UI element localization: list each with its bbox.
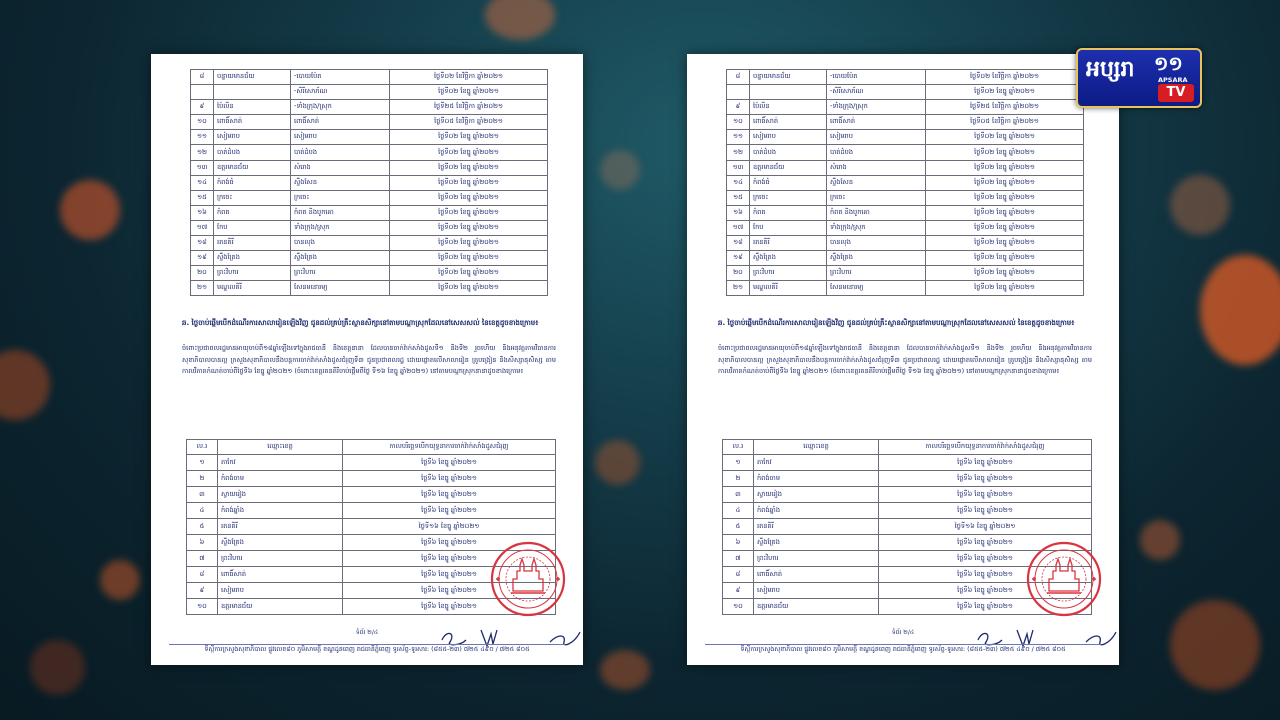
- cell-date: ថ្ងៃទី០២ ខែធ្នូ ឆ្នាំ២០២១: [926, 175, 1084, 190]
- cell-district: ពោធិ៍សាត់: [827, 115, 926, 130]
- cell-province: កំពត: [214, 205, 291, 220]
- cell-district: សែនមនោរម្យ: [827, 281, 926, 296]
- cell-district: សៀមរាប: [291, 130, 390, 145]
- cell-date: ថ្ងៃទី០២ ខែធ្នូ ឆ្នាំ២០២១: [390, 220, 548, 235]
- cell-province: កែប: [214, 220, 291, 235]
- cell-date: ថ្ងៃទី៦ ខែធ្នូ ឆ្នាំ២០២១: [343, 535, 556, 551]
- column-header-no: ល.រ: [187, 440, 218, 455]
- cell-province: សៀមរាប: [750, 130, 827, 145]
- table-row: [727, 266, 1084, 281]
- cell-province: ស្ទឹងត្រែង: [218, 535, 343, 551]
- cell-date: ថ្ងៃទី០៥ ខែវិច្ឆិកា ឆ្នាំ២០២១: [926, 115, 1084, 130]
- cell-number: ១៣: [191, 160, 214, 175]
- table-row: [191, 115, 548, 130]
- cell-district: ទាំងក្រុង/ស្រុក: [827, 220, 926, 235]
- cell-district: -ទាំងក្រុង/ស្រុក: [291, 100, 390, 115]
- cell-province: ព្រះវិហារ: [214, 266, 291, 281]
- table-row: [191, 175, 548, 190]
- cell-date: ថ្ងៃទី០២ ខែធ្នូ ឆ្នាំ២០២១: [926, 85, 1084, 100]
- cell-number: ៦: [723, 535, 754, 551]
- table-row: [191, 160, 548, 175]
- cell-date: ថ្ងៃទី០២ ខែធ្នូ ឆ្នាំ២០២១: [390, 236, 548, 251]
- cell-province: ស្វាយរៀង: [218, 487, 343, 503]
- cell-district: បានលុង: [827, 236, 926, 251]
- cell-district: ស្ទឹងត្រែង: [827, 251, 926, 266]
- table-row: [727, 281, 1084, 296]
- cell-district: សំរោង: [827, 160, 926, 175]
- cell-district: ស្ទឹងសែន: [827, 175, 926, 190]
- cell-province: តាកែវ: [754, 455, 879, 471]
- logo-latin-name: APSARA: [1158, 76, 1188, 84]
- cell-date: ថ្ងៃទី៦ ខែធ្នូ ឆ្នាំ២០២១: [343, 551, 556, 567]
- table-row: [727, 100, 1084, 115]
- logo-khmer-name: អប្សរា: [1086, 57, 1135, 82]
- cell-number: ១០: [723, 599, 754, 615]
- cell-province: រតនគិរី: [214, 236, 291, 251]
- cell-province: រតនគិរី: [754, 519, 879, 535]
- cell-province: ពោធិ៍សាត់: [218, 567, 343, 583]
- cell-number: ១០: [727, 115, 750, 130]
- cell-date: ថ្ងៃទី០២ ខែវិច្ឆិកា ឆ្នាំ២០២១: [390, 70, 548, 85]
- cell-number: ១៤: [191, 175, 214, 190]
- cell-number: ១០: [187, 599, 218, 615]
- cell-province: សៀមរាប: [214, 130, 291, 145]
- logo-channel-number: ១១: [1154, 53, 1183, 75]
- cell-number: ២០: [191, 266, 214, 281]
- table-row: [727, 190, 1084, 205]
- cell-province: ឧត្តរមានជ័យ: [214, 160, 291, 175]
- apsara-tv-logo: [1076, 48, 1202, 108]
- cell-number: ១៧: [727, 220, 750, 235]
- section-body: ចំពោះប្រជាពលរដ្ឋមានអាយុចាប់ពី១៨ឆ្នាំឡើងទៅក្នុងរាជធានី និងខេត្តនានា ដែលបានចាក់វ៉ាក់សាំងដូសទី១ និងទី២ រួចហើយ និងអនុវត្តតាមវិធានការសុខាភិបាលបានល្អ ក្រសួងសុខាភិបាលនឹងបន្តការចាក់វ៉ាក់សាំងដូសជំរុញទី៣ ជូនប្រជាពលរដ្ឋ ដោយផ្តោតលើសាលារៀន គ្រូបង្រៀន និងសិស្សានុសិស្ស តាមកាលវិភាគកំណត់ចាប់ពីថ្ងៃទី៦ ខែធ្នូ ឆ្នាំ២០២១ (ចំពោះខេត្តរតនគិរីចាប់ផ្តើមពីថ្ងៃ ទី១៦ ខែធ្នូ ឆ្នាំ២០២១) នៅតាមបណ្តាស្រុកនានាដូចខាងក្រោម៖: [182, 344, 556, 375]
- footer-divider: [705, 644, 1101, 645]
- page-number: ទំព័រ ២/៤: [891, 629, 915, 636]
- cell-number: ១៨: [727, 236, 750, 251]
- cell-date: ថ្ងៃទី០២ ខែធ្នូ ឆ្នាំ២០២១: [926, 266, 1084, 281]
- cell-province: បាត់ដំបង: [750, 145, 827, 160]
- cell-date: ថ្ងៃទី២៥ ខែវិច្ឆិកា ឆ្នាំ២០២១: [926, 100, 1084, 115]
- cell-date: ថ្ងៃទី០២ ខែធ្នូ ឆ្នាំ២០២១: [926, 160, 1084, 175]
- cell-province: ស្វាយរៀង: [754, 487, 879, 503]
- cell-province: បាត់ដំបង: [214, 145, 291, 160]
- cell-province: បន្ទាយមានជ័យ: [750, 70, 827, 85]
- cell-date: ថ្ងៃទី៦ ខែធ្នូ ឆ្នាំ២០២១: [879, 583, 1092, 599]
- table-row: [723, 519, 1092, 535]
- logo-tv-badge: TV: [1158, 84, 1194, 102]
- cell-date: ថ្ងៃទី០២ ខែធ្នូ ឆ្នាំ២០២១: [390, 175, 548, 190]
- cell-district: ពោធិ៍សាត់: [291, 115, 390, 130]
- cell-province: ស្ទឹងត្រែង: [214, 251, 291, 266]
- cell-province: ពោធិ៍សាត់: [214, 115, 291, 130]
- cell-number: [727, 85, 750, 100]
- cell-province: កំពង់ធំ: [750, 175, 827, 190]
- cell-number: ១៩: [191, 251, 214, 266]
- cell-date: ថ្ងៃទី០២ ខែធ្នូ ឆ្នាំ២០២១: [390, 281, 548, 296]
- cell-date: ថ្ងៃទី៦ ខែធ្នូ ឆ្នាំ២០២១: [879, 455, 1092, 471]
- table-row: [727, 236, 1084, 251]
- cell-district: បាត់ដំបង: [827, 145, 926, 160]
- cell-province: ក្រចេះ: [750, 190, 827, 205]
- cell-province: ក្រចេះ: [214, 190, 291, 205]
- cell-date: ថ្ងៃទី១៦ ខែធ្នូ ឆ្នាំ២០២១: [343, 519, 556, 535]
- cell-number: ១៩: [727, 251, 750, 266]
- cell-number: ២: [187, 471, 218, 487]
- cell-number: ១១: [191, 130, 214, 145]
- cell-number: ៩: [727, 100, 750, 115]
- table-row: [191, 130, 548, 145]
- cell-district: ព្រះវិហារ: [291, 266, 390, 281]
- table-row: [723, 487, 1092, 503]
- cell-province: ពោធិ៍សាត់: [750, 115, 827, 130]
- section-body: ចំពោះប្រជាពលរដ្ឋមានអាយុចាប់ពី១៨ឆ្នាំឡើងទៅក្នុងរាជធានី និងខេត្តនានា ដែលបានចាក់វ៉ាក់សាំងដូសទី១ និងទី២ រួចហើយ និងអនុវត្តតាមវិធានការសុខាភិបាលបានល្អ ក្រសួងសុខាភិបាលនឹងបន្តការចាក់វ៉ាក់សាំងដូសជំរុញទី៣ ជូនប្រជាពលរដ្ឋ ដោយផ្តោតលើសាលារៀន គ្រូបង្រៀន និងសិស្សានុសិស្ស តាមកាលវិភាគកំណត់ចាប់ពីថ្ងៃទី៦ ខែធ្នូ ឆ្នាំ២០២១ (ចំពោះខេត្តរតនគិរីចាប់ផ្តើមពីថ្ងៃ ទី១៦ ខែធ្នូ ឆ្នាំ២០២១) នៅតាមបណ្តាស្រុកនានាដូចខាងក្រោម៖: [718, 344, 1092, 375]
- table-row: [723, 455, 1092, 471]
- cell-district: -សិរីសោភ័ណ: [291, 85, 390, 100]
- cell-date: ថ្ងៃទី០២ ខែធ្នូ ឆ្នាំ២០២១: [390, 205, 548, 220]
- cell-date: ថ្ងៃទី៦ ខែធ្នូ ឆ្នាំ២០២១: [879, 471, 1092, 487]
- table-row: [191, 100, 548, 115]
- cell-district: -សិរីសោភ័ណ: [827, 85, 926, 100]
- cell-province: រតនគិរី: [218, 519, 343, 535]
- table-row: [191, 281, 548, 296]
- cell-number: ១៥: [727, 190, 750, 205]
- footer-address: ទីស្តីការក្រសួងសុខាភិបាល ផ្លូវលេខ៨០ ភូមិសាមគ្គី ខណ្ឌដូនពេញ រាជធានីភ្នំពេញ ទូរស័ព្ទ-ទូរសារ: (៨៥៥-២៣) ៧២៥ ៤៩០ / ៧២៥ ៨០៥: [740, 646, 1066, 653]
- table-row: [187, 503, 556, 519]
- province-schedule-table: [726, 69, 1084, 296]
- table-row: [191, 266, 548, 281]
- column-header-province: ឈ្មោះខេត្ត: [754, 440, 879, 455]
- cell-date: ថ្ងៃទី៦ ខែធ្នូ ឆ្នាំ២០២១: [879, 551, 1092, 567]
- table-row: [191, 145, 548, 160]
- cell-number: ៣: [723, 487, 754, 503]
- cell-district: សំរោង: [291, 160, 390, 175]
- cell-number: ៥: [187, 519, 218, 535]
- cell-number: ៤: [187, 503, 218, 519]
- cell-date: ថ្ងៃទី១៦ ខែធ្នូ ឆ្នាំ២០២១: [879, 519, 1092, 535]
- cell-date: ថ្ងៃទី០២ ខែធ្នូ ឆ្នាំ២០២១: [926, 220, 1084, 235]
- cell-date: ថ្ងៃទី០២ ខែធ្នូ ឆ្នាំ២០២១: [926, 145, 1084, 160]
- document-page-left: [151, 54, 583, 665]
- table-row: [727, 145, 1084, 160]
- table-row: [727, 220, 1084, 235]
- cell-number: ៦: [187, 535, 218, 551]
- table-row: [191, 236, 548, 251]
- cell-province: កំពង់ចាម: [218, 471, 343, 487]
- cell-province: បន្ទាយមានជ័យ: [214, 70, 291, 85]
- cell-province: ឧត្តរមានជ័យ: [218, 599, 343, 615]
- cell-number: ២១: [191, 281, 214, 296]
- cell-date: ថ្ងៃទី០៥ ខែវិច្ឆិកា ឆ្នាំ២០២១: [390, 115, 548, 130]
- cell-district: ស្ទឹងសែន: [291, 175, 390, 190]
- cell-district: ស្ទឹងត្រែង: [291, 251, 390, 266]
- cell-date: ថ្ងៃទី០២ ខែធ្នូ ឆ្នាំ២០២១: [390, 160, 548, 175]
- cell-number: [191, 85, 214, 100]
- cell-province: កំពង់ឆ្នាំង: [754, 503, 879, 519]
- cell-district: ក្រចេះ: [827, 190, 926, 205]
- cell-province: សៀមរាប: [218, 583, 343, 599]
- table-row: [187, 487, 556, 503]
- official-seal-icon: [1025, 539, 1103, 619]
- table-row: [727, 115, 1084, 130]
- cell-province: ប៉ៃលិន: [750, 100, 827, 115]
- cell-date: ថ្ងៃទី៦ ខែធ្នូ ឆ្នាំ២០២១: [343, 567, 556, 583]
- column-header-date: កាលបរិច្ឆេទបើកយុទ្ធនាការចាក់វ៉ាក់សាំងដូសជំរុញ: [879, 440, 1092, 455]
- cell-date: ថ្ងៃទី០២ ខែធ្នូ ឆ្នាំ២០២១: [926, 236, 1084, 251]
- cell-province: មណ្ឌលគិរី: [214, 281, 291, 296]
- cell-number: ៨: [723, 567, 754, 583]
- table-row: [723, 471, 1092, 487]
- column-header-date: កាលបរិច្ឆេទបើកយុទ្ធនាការចាក់វ៉ាក់សាំងដូសជំរុញ: [343, 440, 556, 455]
- official-seal-icon: [489, 539, 567, 619]
- cell-district: កំពត និងបូកគោ: [827, 205, 926, 220]
- cell-number: ១៨: [191, 236, 214, 251]
- cell-date: ថ្ងៃទី០២ ខែធ្នូ ឆ្នាំ២០២១: [926, 205, 1084, 220]
- cell-district: បានលុង: [291, 236, 390, 251]
- cell-number: ១៥: [191, 190, 214, 205]
- cell-district: -ទាំងក្រុង/ស្រុក: [827, 100, 926, 115]
- cell-province: ពោធិ៍សាត់: [754, 567, 879, 583]
- section-title: ឆ. ថ្ងៃចាប់ផ្តើមបើកដំណើរការសាលារៀនឡើងវិញ ជូនដល់គ្រប់គ្រឹះស្ថានសិក្សានៅតាមបណ្តាស្រុកដែលនៅសេសសល់ នៃខេត្តដូចខាងក្រោម៖: [718, 319, 1075, 327]
- cell-date: ថ្ងៃទី០២ ខែធ្នូ ឆ្នាំ២០២១: [390, 130, 548, 145]
- cell-number: ៨: [191, 70, 214, 85]
- cell-province: តាកែវ: [218, 455, 343, 471]
- cell-number: ១: [187, 455, 218, 471]
- table-row: [727, 85, 1084, 100]
- table-row: [727, 251, 1084, 266]
- cell-number: ១៧: [191, 220, 214, 235]
- cell-date: ថ្ងៃទី០២ ខែធ្នូ ឆ្នាំ២០២១: [390, 85, 548, 100]
- cell-date: ថ្ងៃទី០២ ខែធ្នូ ឆ្នាំ២០២១: [390, 251, 548, 266]
- cell-date: ថ្ងៃទី៦ ខែធ្នូ ឆ្នាំ២០២១: [343, 583, 556, 599]
- cell-district: ព្រះវិហារ: [827, 266, 926, 281]
- footer-address: ទីស្តីការក្រសួងសុខាភិបាល ផ្លូវលេខ៨០ ភូមិសាមគ្គី ខណ្ឌដូនពេញ រាជធានីភ្នំពេញ ទូរស័ព្ទ-ទូរសារ: (៨៥៥-២៣) ៧២៥ ៤៩០ / ៧២៥ ៨០៥: [204, 646, 530, 653]
- cell-province: [750, 85, 827, 100]
- cell-date: ថ្ងៃទី០២ ខែធ្នូ ឆ្នាំ២០២១: [390, 190, 548, 205]
- cell-province: កែប: [750, 220, 827, 235]
- document-page-right: [687, 54, 1119, 665]
- cell-number: ១២: [191, 145, 214, 160]
- table-row: [187, 455, 556, 471]
- table-row: [191, 190, 548, 205]
- cell-number: ១០: [191, 115, 214, 130]
- cell-district: -បោយប៉ែត: [291, 70, 390, 85]
- cell-province: កំពត: [750, 205, 827, 220]
- table-row: [727, 205, 1084, 220]
- cell-date: ថ្ងៃទី៦ ខែធ្នូ ឆ្នាំ២០២១: [343, 503, 556, 519]
- cell-date: ថ្ងៃទី៦ ខែធ្នូ ឆ្នាំ២០២១: [879, 487, 1092, 503]
- cell-province: ព្រះវិហារ: [754, 551, 879, 567]
- cell-district: ក្រចេះ: [291, 190, 390, 205]
- cell-date: ថ្ងៃទី៦ ខែធ្នូ ឆ្នាំ២០២១: [879, 567, 1092, 583]
- cell-province: ស្ទឹងត្រែង: [754, 535, 879, 551]
- cell-number: ១២: [727, 145, 750, 160]
- column-header-no: ល.រ: [723, 440, 754, 455]
- cell-province: កំពង់ធំ: [214, 175, 291, 190]
- table-row: [187, 471, 556, 487]
- section-title: ឆ. ថ្ងៃចាប់ផ្តើមបើកដំណើរការសាលារៀនឡើងវិញ ជូនដល់គ្រប់គ្រឹះស្ថានសិក្សានៅតាមបណ្តាស្រុកដែលនៅសេសសល់ នៃខេត្តដូចខាងក្រោម៖: [182, 319, 539, 327]
- cell-date: ថ្ងៃទី០២ ខែធ្នូ ឆ្នាំ២០២១: [926, 281, 1084, 296]
- cell-number: ១៣: [727, 160, 750, 175]
- cell-province: កំពង់ចាម: [754, 471, 879, 487]
- cell-number: ១: [723, 455, 754, 471]
- cell-district: -បោយប៉ែត: [827, 70, 926, 85]
- cell-date: ថ្ងៃទី០២ ខែវិច្ឆិកា ឆ្នាំ២០២១: [926, 70, 1084, 85]
- table-row: [191, 70, 548, 85]
- cell-date: ថ្ងៃទី៦ ខែធ្នូ ឆ្នាំ២០២១: [879, 535, 1092, 551]
- cell-date: ថ្ងៃទី៦ ខែធ្នូ ឆ្នាំ២០២១: [879, 599, 1092, 615]
- province-schedule-table: [190, 69, 548, 296]
- cell-province: សៀមរាប: [754, 583, 879, 599]
- cell-province: មណ្ឌលគិរី: [750, 281, 827, 296]
- cell-number: ២: [723, 471, 754, 487]
- table-row: [723, 503, 1092, 519]
- table-row: [727, 130, 1084, 145]
- table-row: [727, 160, 1084, 175]
- cell-number: ៩: [187, 583, 218, 599]
- cell-date: ថ្ងៃទី០២ ខែធ្នូ ឆ្នាំ២០២១: [926, 251, 1084, 266]
- cell-number: ៨: [187, 567, 218, 583]
- cell-number: ៨: [727, 70, 750, 85]
- cell-date: ថ្ងៃទី៦ ខែធ្នូ ឆ្នាំ២០២១: [343, 455, 556, 471]
- cell-province: ឧត្តរមានជ័យ: [750, 160, 827, 175]
- cell-date: ថ្ងៃទី៦ ខែធ្នូ ឆ្នាំ២០២១: [343, 487, 556, 503]
- cell-district: សៀមរាប: [827, 130, 926, 145]
- cell-province: រតនគិរី: [750, 236, 827, 251]
- cell-province: កំពង់ឆ្នាំង: [218, 503, 343, 519]
- cell-province: ឧត្តរមានជ័យ: [754, 599, 879, 615]
- cell-district: ទាំងក្រុង/ស្រុក: [291, 220, 390, 235]
- table-row: [727, 175, 1084, 190]
- cell-date: ថ្ងៃទី៦ ខែធ្នូ ឆ្នាំ២០២១: [343, 599, 556, 615]
- cell-date: ថ្ងៃទី០២ ខែធ្នូ ឆ្នាំ២០២១: [926, 190, 1084, 205]
- cell-date: ថ្ងៃទី០២ ខែធ្នូ ឆ្នាំ២០២១: [390, 145, 548, 160]
- cell-date: ថ្ងៃទី៦ ខែធ្នូ ឆ្នាំ២០២១: [879, 503, 1092, 519]
- cell-district: បាត់ដំបង: [291, 145, 390, 160]
- cell-number: ៧: [723, 551, 754, 567]
- table-row: [727, 70, 1084, 85]
- table-row: [191, 205, 548, 220]
- cell-number: ១៦: [727, 205, 750, 220]
- cell-number: ៥: [723, 519, 754, 535]
- cell-province: ប៉ៃលិន: [214, 100, 291, 115]
- cell-number: ១៤: [727, 175, 750, 190]
- table-row: [191, 85, 548, 100]
- cell-district: កំពត និងបូកគោ: [291, 205, 390, 220]
- cell-number: ៣: [187, 487, 218, 503]
- cell-province: ព្រះវិហារ: [218, 551, 343, 567]
- cell-province: [214, 85, 291, 100]
- cell-province: ព្រះវិហារ: [750, 266, 827, 281]
- cell-date: ថ្ងៃទី២៥ ខែវិច្ឆិកា ឆ្នាំ២០២១: [390, 100, 548, 115]
- cell-number: ១១: [727, 130, 750, 145]
- footer-divider: [169, 644, 565, 645]
- cell-province: ស្ទឹងត្រែង: [750, 251, 827, 266]
- cell-date: ថ្ងៃទី០២ ខែធ្នូ ឆ្នាំ២០២១: [926, 130, 1084, 145]
- table-row: [191, 220, 548, 235]
- table-row: [191, 251, 548, 266]
- cell-number: ៧: [187, 551, 218, 567]
- cell-district: សែនមនោរម្យ: [291, 281, 390, 296]
- cell-number: ១៦: [191, 205, 214, 220]
- page-number: ទំព័រ ២/៤: [355, 629, 379, 636]
- table-row: [187, 519, 556, 535]
- cell-date: ថ្ងៃទី០២ ខែធ្នូ ឆ្នាំ២០២១: [390, 266, 548, 281]
- cell-number: ៩: [723, 583, 754, 599]
- cell-number: ៤: [723, 503, 754, 519]
- column-header-province: ឈ្មោះខេត្ត: [218, 440, 343, 455]
- cell-number: ៩: [191, 100, 214, 115]
- cell-number: ២០: [727, 266, 750, 281]
- cell-number: ២១: [727, 281, 750, 296]
- cell-date: ថ្ងៃទី៦ ខែធ្នូ ឆ្នាំ២០២១: [343, 471, 556, 487]
